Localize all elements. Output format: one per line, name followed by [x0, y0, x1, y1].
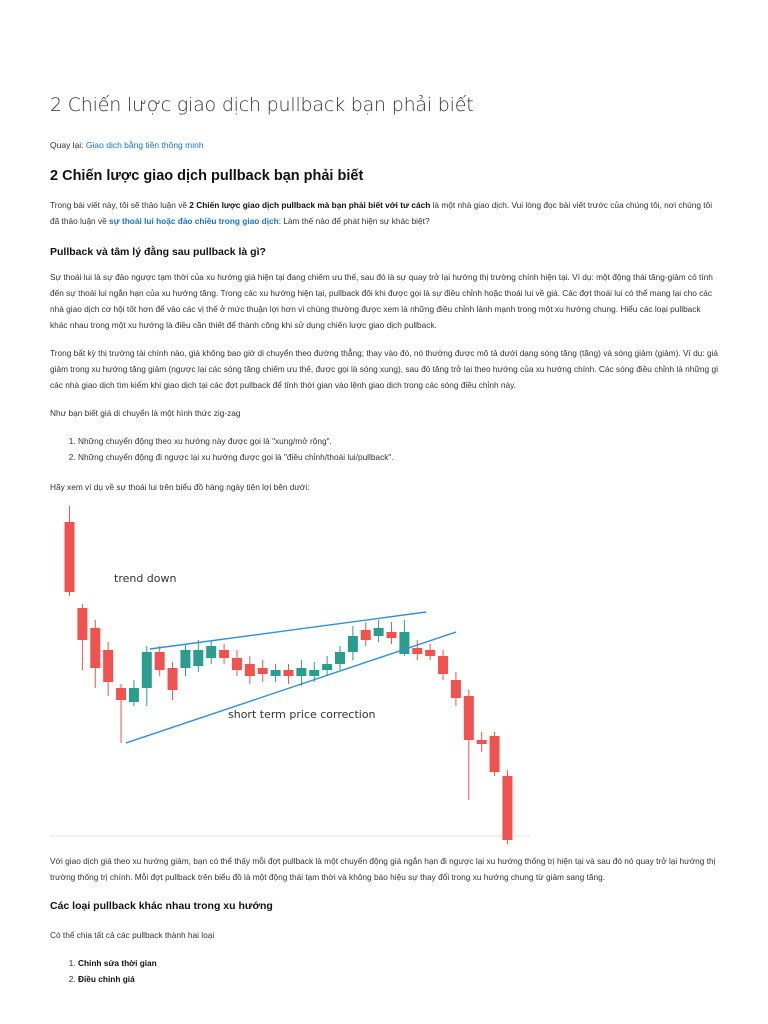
intro-text-2: là một nhà giao dịch. Vui lòng đọc bài viết trước của chúng tôi, nơi chúng tôi đã thảo luận về	[50, 200, 713, 226]
candle-body	[180, 650, 190, 668]
list-item	[78, 955, 157, 971]
candle-body	[193, 650, 203, 666]
paragraph-3: Như bạn biết giá di chuyển là một hình thức zig-zag	[50, 408, 241, 418]
section-heading-types: Các loại pullback khác nhau trong xu hướng	[50, 900, 273, 912]
list-item-bold: Chỉnh sửa thời gian	[78, 958, 157, 968]
candle-body	[103, 650, 113, 682]
candle-body	[425, 650, 435, 656]
candle-body	[322, 664, 332, 670]
candle-body	[348, 636, 358, 652]
intro-link[interactable]: sự thoái lui hoặc đảo chiều trong giao dịch	[109, 216, 279, 226]
annotation-trend-down: trend down	[114, 572, 177, 585]
candle-body	[258, 668, 268, 674]
list-item-bold: Điều chỉnh giá	[78, 974, 135, 984]
intro-bold: 2 Chiến lược giao dịch pullback mà bạn phải biết với tư cách	[189, 200, 431, 210]
page-title: 2 Chiến lược giao dịch pullback bạn phải biết	[50, 94, 474, 116]
candle-body	[155, 652, 165, 670]
paragraph-2: Trong bất kỳ thị trường tài chính nào, giá không bao giờ di chuyển theo đường thẳng; thay vào đó, nó thường được mô tả dưới dạng sóng tăng (tăng) và sóng giảm (giảm). Ví dụ: giá giảm trong xu hướng tăng giảm (ngược lại các sóng tăng chiếm ưu thế, được gọi là sóng xung), sau đó tăng trở lại theo hướng của xu hướng chính. Các sóng điều chỉnh là những gì các nhà giao dịch tìm kiếm khi giao dịch tại các đợt pullback để tính thời gian vào lệnh giao dịch trong các sóng điều chỉnh này.	[50, 348, 719, 390]
candle-body	[502, 776, 512, 840]
candle-body	[219, 650, 229, 658]
candle-body	[335, 652, 345, 664]
candle-body	[412, 648, 422, 654]
candle-body	[309, 670, 319, 676]
pullback-types-list	[50, 955, 157, 987]
section-heading-pullback: Pullback và tâm lý đằng sau pullback là gì?	[50, 246, 266, 258]
back-label: Quay lại:	[50, 140, 86, 150]
back-link[interactable]: Giao dịch bằng tiền thông minh	[85, 140, 204, 150]
annotation-price-correction: short term price correction	[228, 708, 376, 721]
candle-body	[129, 688, 139, 702]
candle-body	[438, 656, 448, 674]
candle-body	[374, 628, 384, 636]
candle-body	[464, 696, 474, 740]
list-item: 1. Những chuyển động theo xu hướng này được gọi là "xung/mở rộng".	[78, 433, 394, 449]
list-item: 2. Những chuyển động đi ngược lại xu hướng được gọi là "điều chỉnh/thoái lui/pullback".	[78, 449, 394, 465]
paragraph-6: Có thể chia tất cả các pullback thành hai loại	[50, 930, 215, 940]
candle-body	[271, 670, 281, 676]
candle-body	[451, 680, 461, 698]
candle-body	[283, 670, 293, 676]
candle-body	[387, 632, 397, 638]
paragraph-5: Với giao dịch giá theo xu hướng giảm, bạn có thể thấy mỗi đợt pullback là một chuyển động giá ngắn hạn đi ngược lại xu hướng thống trị hiện tại và sau đó nó quay trở lại hướng thị trường thống trị chính. Mỗi đợt pullback trên biểu đồ là một động thái tạm thời và không báo hiệu sự thay đổi trong xu hướng chung từ giảm sang tăng.	[50, 856, 716, 882]
breadcrumb	[50, 140, 204, 150]
candle-body	[206, 646, 216, 658]
pullback-chart	[50, 500, 530, 845]
intro-paragraph	[50, 197, 720, 229]
list-item	[78, 971, 157, 987]
zigzag-list	[50, 433, 394, 465]
candle-body	[90, 628, 100, 668]
candle-body	[361, 630, 371, 640]
candle-body	[245, 664, 255, 676]
candle-body	[168, 668, 178, 690]
intro-text-3: : Làm thế nào để phát hiện sự khác biệt?	[278, 216, 430, 226]
candle-body	[116, 688, 126, 700]
candle-body	[232, 658, 242, 670]
candle-body	[490, 736, 500, 772]
candle-body	[296, 668, 306, 676]
candle-body	[65, 522, 75, 592]
intro-text-1: Trong bài viết này, tôi sẽ thảo luận về	[50, 200, 190, 210]
paragraph-1: Sự thoái lui là sự đảo ngược tạm thời của xu hướng giá hiện tại đang chiếm ưu thế, sau đó là sự quay trở lại hướng thị trường chính hiện tại. Ví dụ: một động thái tăng-giảm có tính đến sự thoái lui ngắn hạn của xu hướng tăng. Trong các xu hướng hiện tại, pullback đôi khi được gọi là sự điều chỉnh hoặc thoái lui về giá. Các đợt thoái lui có thể mang lại cho các nhà giao dịch cơ hội tốt hơn để vào các vị thế ở mức thuận lợi hơn vì chúng thường được xem là những điều chỉnh lành mạnh trong một xu hướng chung. Hiểu các loại pullback khác nhau trong một xu hướng là điều cần thiết để thành công khi sử dụng chiến lược giao dịch pullback.	[50, 272, 713, 330]
chart-svg	[50, 500, 530, 845]
candle-body	[142, 652, 152, 688]
article-title: 2 Chiến lược giao dịch pullback bạn phải biết	[50, 168, 364, 184]
paragraph-4: Hãy xem ví dụ về sự thoái lui trên biểu đồ hàng ngày tiện lợi bên dưới:	[50, 482, 310, 492]
candle-body	[477, 740, 487, 744]
candle-body	[77, 608, 87, 640]
